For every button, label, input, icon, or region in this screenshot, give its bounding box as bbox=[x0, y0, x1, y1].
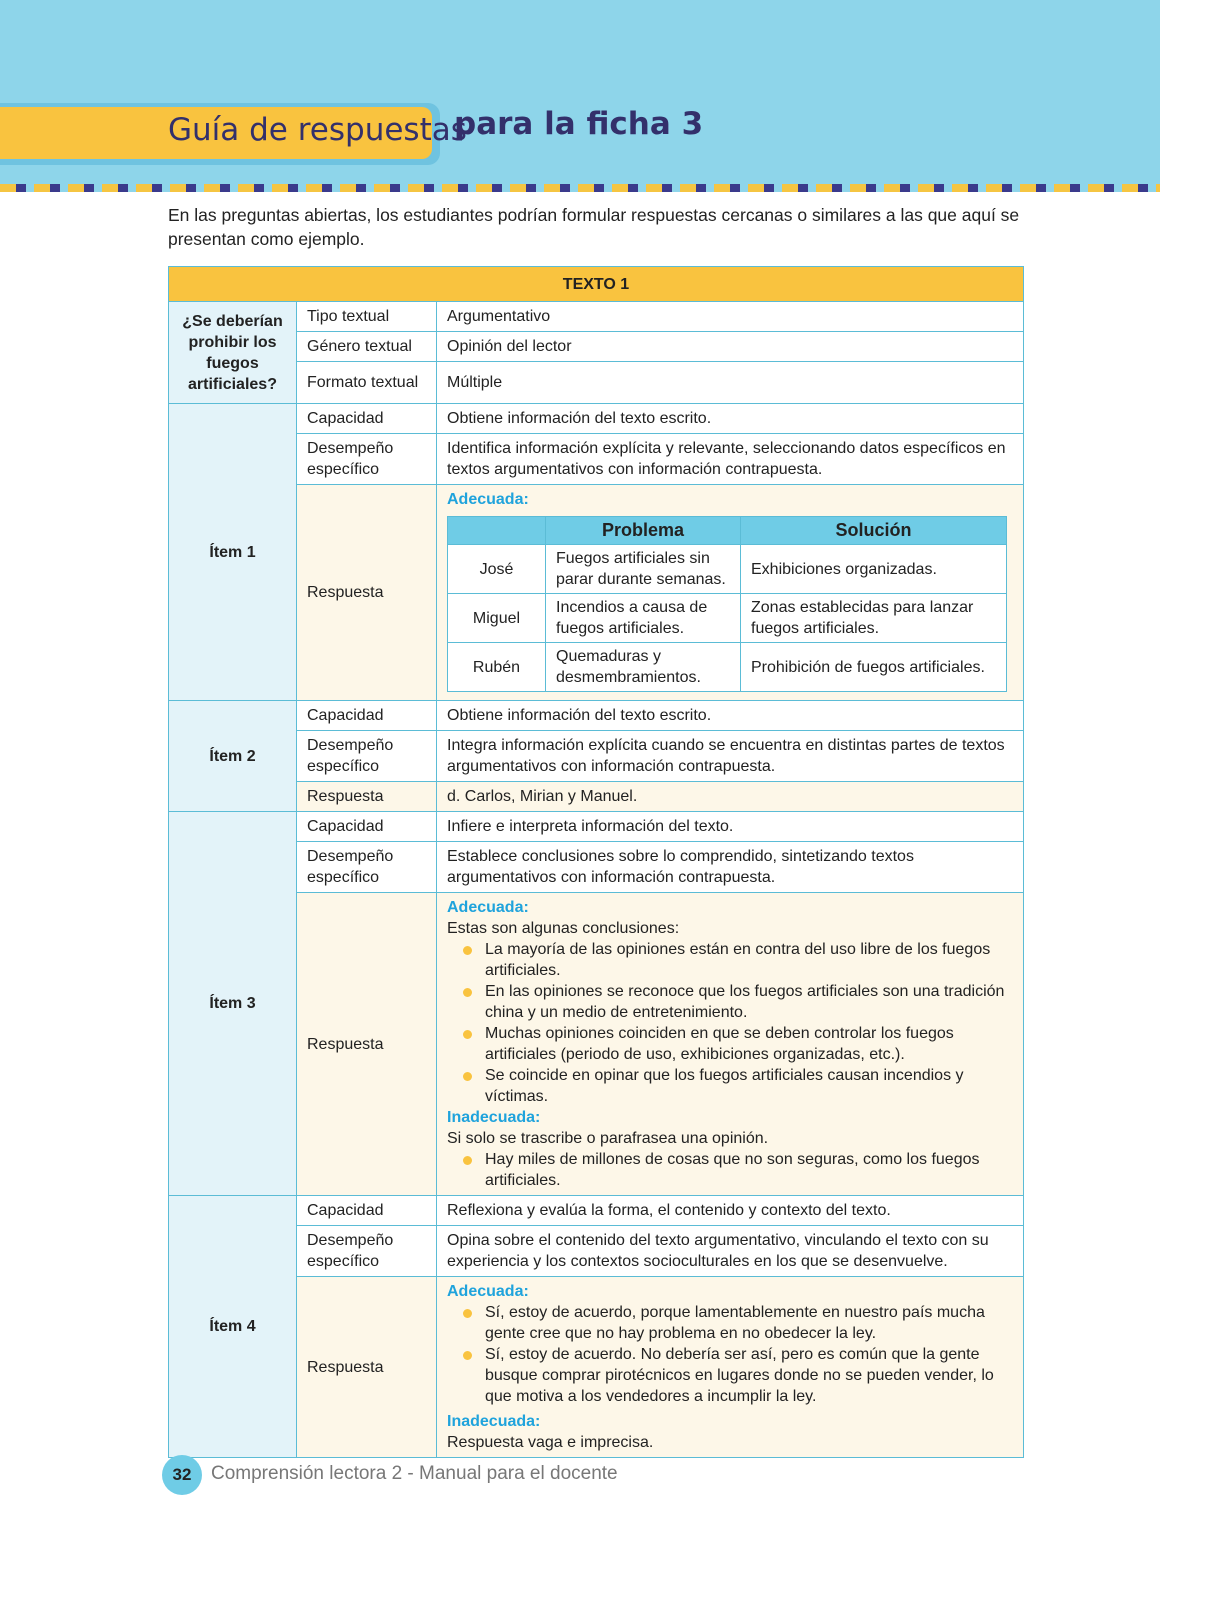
inadecuada-label: Inadecuada: bbox=[447, 1413, 541, 1430]
capacidad-value: Obtiene información del texto escrito. bbox=[437, 701, 1024, 731]
meta-label: Género textual bbox=[297, 332, 437, 362]
intro-text: En las preguntas abiertas, los estudiantes podrían formular respuestas cercanas o similares a las que aquí se presentan como ejemplo. bbox=[168, 205, 1020, 249]
capacidad-label: Capacidad bbox=[297, 701, 437, 731]
item-4-label: Ítem 4 bbox=[169, 1196, 297, 1458]
adecuada-list bbox=[461, 939, 1019, 1107]
inner-row-name: Rubén bbox=[448, 643, 546, 692]
inner-row-problema: Quemaduras y desmembramientos. bbox=[546, 643, 741, 692]
adecuada-intro: Estas son algunas conclusiones: bbox=[447, 920, 680, 937]
inner-header-problema: Problema bbox=[546, 517, 741, 545]
respuesta-label: Respuesta bbox=[297, 893, 437, 1196]
footer-text: Comprensión lectora 2 - Manual para el docente bbox=[211, 1463, 618, 1484]
list-item: Hay miles de millones de cosas que no son seguras, como los fuegos artificiales. bbox=[461, 1149, 1019, 1191]
inadecuada-text: Respuesta vaga e imprecisa. bbox=[447, 1434, 654, 1451]
desempeno-label: Desempeño específico bbox=[297, 1226, 437, 1277]
inadecuada-intro: Si solo se trascribe o parafrasea una opinión. bbox=[447, 1130, 769, 1147]
desempeno-label: Desempeño específico bbox=[297, 434, 437, 485]
adecuada-label: Adecuada: bbox=[447, 491, 529, 508]
inner-row-solucion: Zonas establecidas para lanzar fuegos artificiales. bbox=[741, 594, 1007, 643]
list-item: Sí, estoy de acuerdo. No debería ser así, pero es común que la gente busque comprar pirotécnicos en lugares donde no se pueden vender, lo que motiva a los vendedores a incumplir la ley. bbox=[461, 1344, 1013, 1407]
table-heading: TEXTO 1 bbox=[169, 267, 1024, 302]
meta-label: Tipo textual bbox=[297, 302, 437, 332]
desempeno-value: Opina sobre el contenido del texto argumentativo, vinculando el texto con su experiencia y los contextos socioculturales en los que se desenvuelve. bbox=[437, 1226, 1024, 1277]
respuesta-label: Respuesta bbox=[297, 485, 437, 701]
list-item: Muchas opiniones coinciden en que se deben controlar los fuegos artificiales (periodo de uso, exhibiciones organizadas, etc.). bbox=[461, 1023, 1019, 1065]
page-title: Guía de respuestas bbox=[168, 112, 467, 148]
list-item: En las opiniones se reconoce que los fuegos artificiales son una tradición china y un medio de entretenimiento. bbox=[461, 981, 1019, 1023]
capacidad-value: Obtiene información del texto escrito. bbox=[437, 404, 1024, 434]
item-2-label: Ítem 2 bbox=[169, 701, 297, 812]
capacidad-label: Capacidad bbox=[297, 812, 437, 842]
inner-row-name: José bbox=[448, 545, 546, 594]
inner-row-solucion: Exhibiciones organizadas. bbox=[741, 545, 1007, 594]
inadecuada-label: Inadecuada: bbox=[447, 1109, 541, 1126]
respuesta-value: d. Carlos, Mirian y Manuel. bbox=[437, 782, 1024, 812]
adecuada-label: Adecuada: bbox=[447, 1283, 529, 1300]
respuesta-label: Respuesta bbox=[297, 1277, 437, 1458]
capacidad-label: Capacidad bbox=[297, 404, 437, 434]
meta-label: Formato textual bbox=[297, 362, 437, 404]
answer-table bbox=[168, 266, 1024, 1458]
meta-value: Múltiple bbox=[437, 362, 1024, 404]
inner-header-empty bbox=[448, 517, 546, 545]
capacidad-label: Capacidad bbox=[297, 1196, 437, 1226]
list-item: Se coincide en opinar que los fuegos artificiales causan incendios y víctimas. bbox=[461, 1065, 1019, 1107]
inner-header-solucion: Solución bbox=[741, 517, 1007, 545]
header-stripe bbox=[0, 184, 1160, 192]
page-subtitle: para la ficha 3 bbox=[454, 106, 704, 142]
respuesta-value bbox=[437, 485, 1024, 701]
item-1-label: Ítem 1 bbox=[169, 404, 297, 701]
desempeno-label: Desempeño específico bbox=[297, 842, 437, 893]
desempeno-value: Establece conclusiones sobre lo comprendido, sintetizando textos argumentativos con información contrapuesta. bbox=[437, 842, 1024, 893]
inner-row-problema: Incendios a causa de fuegos artificiales. bbox=[546, 594, 741, 643]
list-item: La mayoría de las opiniones están en contra del uso libre de los fuegos artificiales. bbox=[461, 939, 1019, 981]
desempeno-value: Integra información explícita cuando se encuentra en distintas partes de textos argumentativos con información contrapuesta. bbox=[437, 731, 1024, 782]
item-3-label: Ítem 3 bbox=[169, 812, 297, 1196]
inner-row-problema: Fuegos artificiales sin parar durante semanas. bbox=[546, 545, 741, 594]
respuesta-value bbox=[437, 893, 1024, 1196]
problem-solution-table bbox=[447, 516, 1007, 692]
capacidad-value: Infiere e interpreta información del texto. bbox=[437, 812, 1024, 842]
inner-row-solucion: Prohibición de fuegos artificiales. bbox=[741, 643, 1007, 692]
respuesta-value bbox=[437, 1277, 1024, 1458]
inner-row-name: Miguel bbox=[448, 594, 546, 643]
capacidad-value: Reflexiona y evalúa la forma, el contenido y contexto del texto. bbox=[437, 1196, 1024, 1226]
adecuada-label: Adecuada: bbox=[447, 899, 529, 916]
meta-value: Opinión del lector bbox=[437, 332, 1024, 362]
respuesta-label: Respuesta bbox=[297, 782, 437, 812]
inadecuada-list bbox=[461, 1149, 1019, 1191]
desempeno-label: Desempeño específico bbox=[297, 731, 437, 782]
text-title: ¿Se deberían prohibir los fuegos artificiales? bbox=[169, 302, 297, 404]
meta-value: Argumentativo bbox=[437, 302, 1024, 332]
adecuada-list bbox=[461, 1302, 1013, 1407]
list-item: Sí, estoy de acuerdo, porque lamentablemente en nuestro país mucha gente cree que no hay problema en no obedecer la ley. bbox=[461, 1302, 1013, 1344]
desempeno-value: Identifica información explícita y relevante, seleccionando datos específicos en textos argumentativos con información contrapuesta. bbox=[437, 434, 1024, 485]
page-number: 32 bbox=[162, 1455, 202, 1495]
